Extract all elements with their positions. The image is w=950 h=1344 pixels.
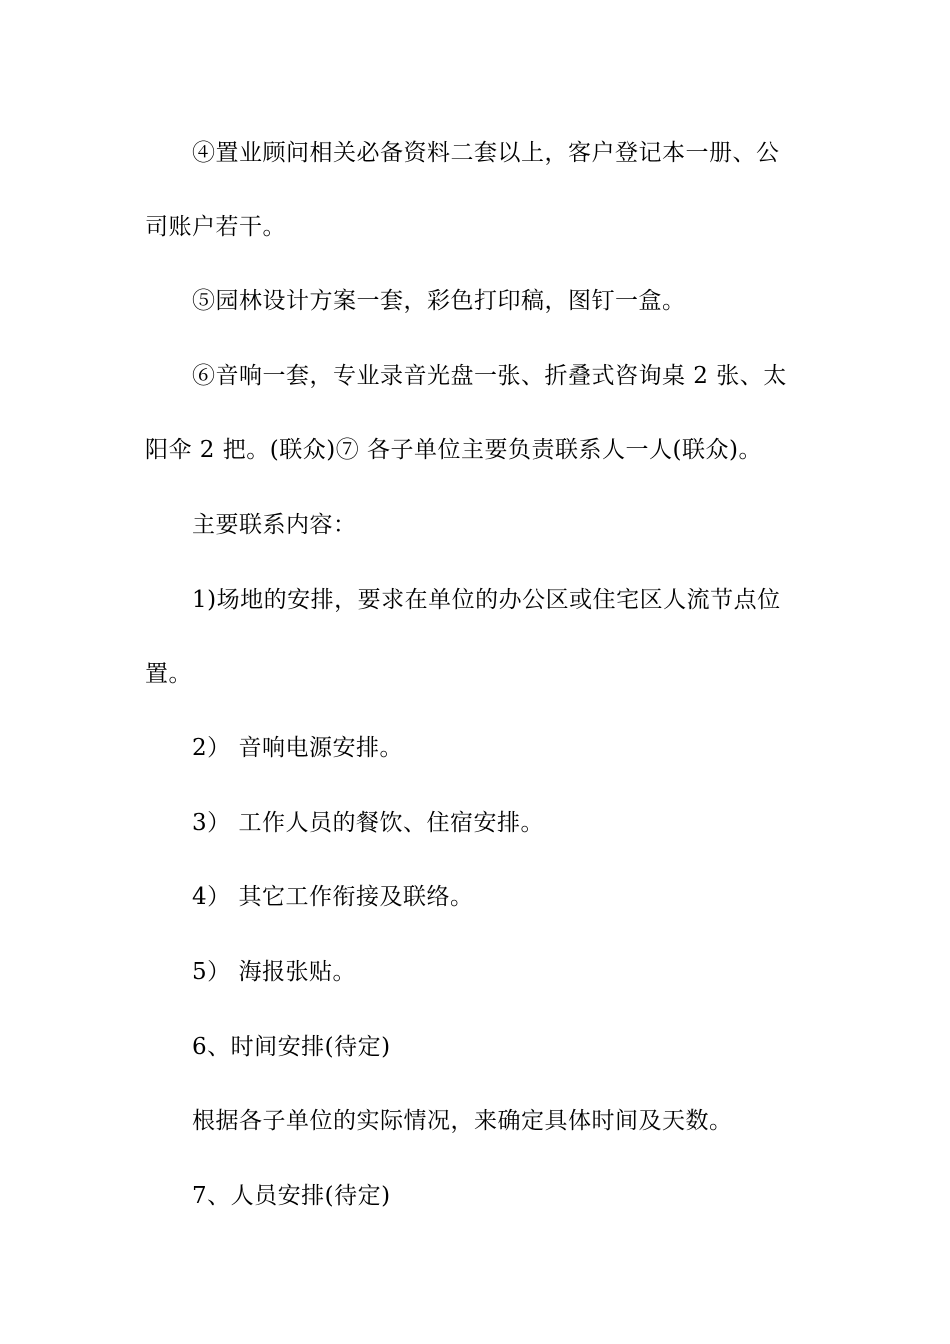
paragraph-materials-5: ⑤园林设计方案一套，彩色打印稿，图钉一盒。 (192, 288, 686, 314)
section-heading-time: 6、时间安排(待定) (192, 1034, 391, 1060)
list-item-2: 2） 音响电源安排。 (192, 735, 403, 761)
list-item-3: 3） 工作人员的餐饮、住宿安排。 (192, 810, 544, 836)
list-item-5: 5） 海报张贴。 (192, 959, 356, 985)
list-item-1: 1)场地的安排，要求在单位的办公区或住宅区人流节点位 (192, 587, 781, 613)
paragraph-materials-4: ④置业顾问相关必备资料二套以上，客户登记本一册、公 (192, 140, 780, 166)
section-heading-staff: 7、人员安排(待定) (192, 1183, 391, 1209)
paragraph-materials-6-cont: 阳伞 2 把。(联众)⑦ 各子单位主要负责联系人一人(联众)。 (145, 437, 762, 463)
paragraph-time: 根据各子单位的实际情况，来确定具体时间及天数。 (192, 1108, 733, 1134)
list-item-4: 4） 其它工作衔接及联络。 (192, 884, 474, 910)
contact-content-heading: 主要联系内容： (192, 512, 357, 538)
list-item-1-cont: 置。 (145, 661, 192, 687)
paragraph-materials-6: ⑥音响一套，专业录音光盘一张、折叠式咨询桌 2 张、太 (192, 363, 787, 389)
paragraph-materials-4-cont: 司账户若干。 (145, 214, 286, 240)
